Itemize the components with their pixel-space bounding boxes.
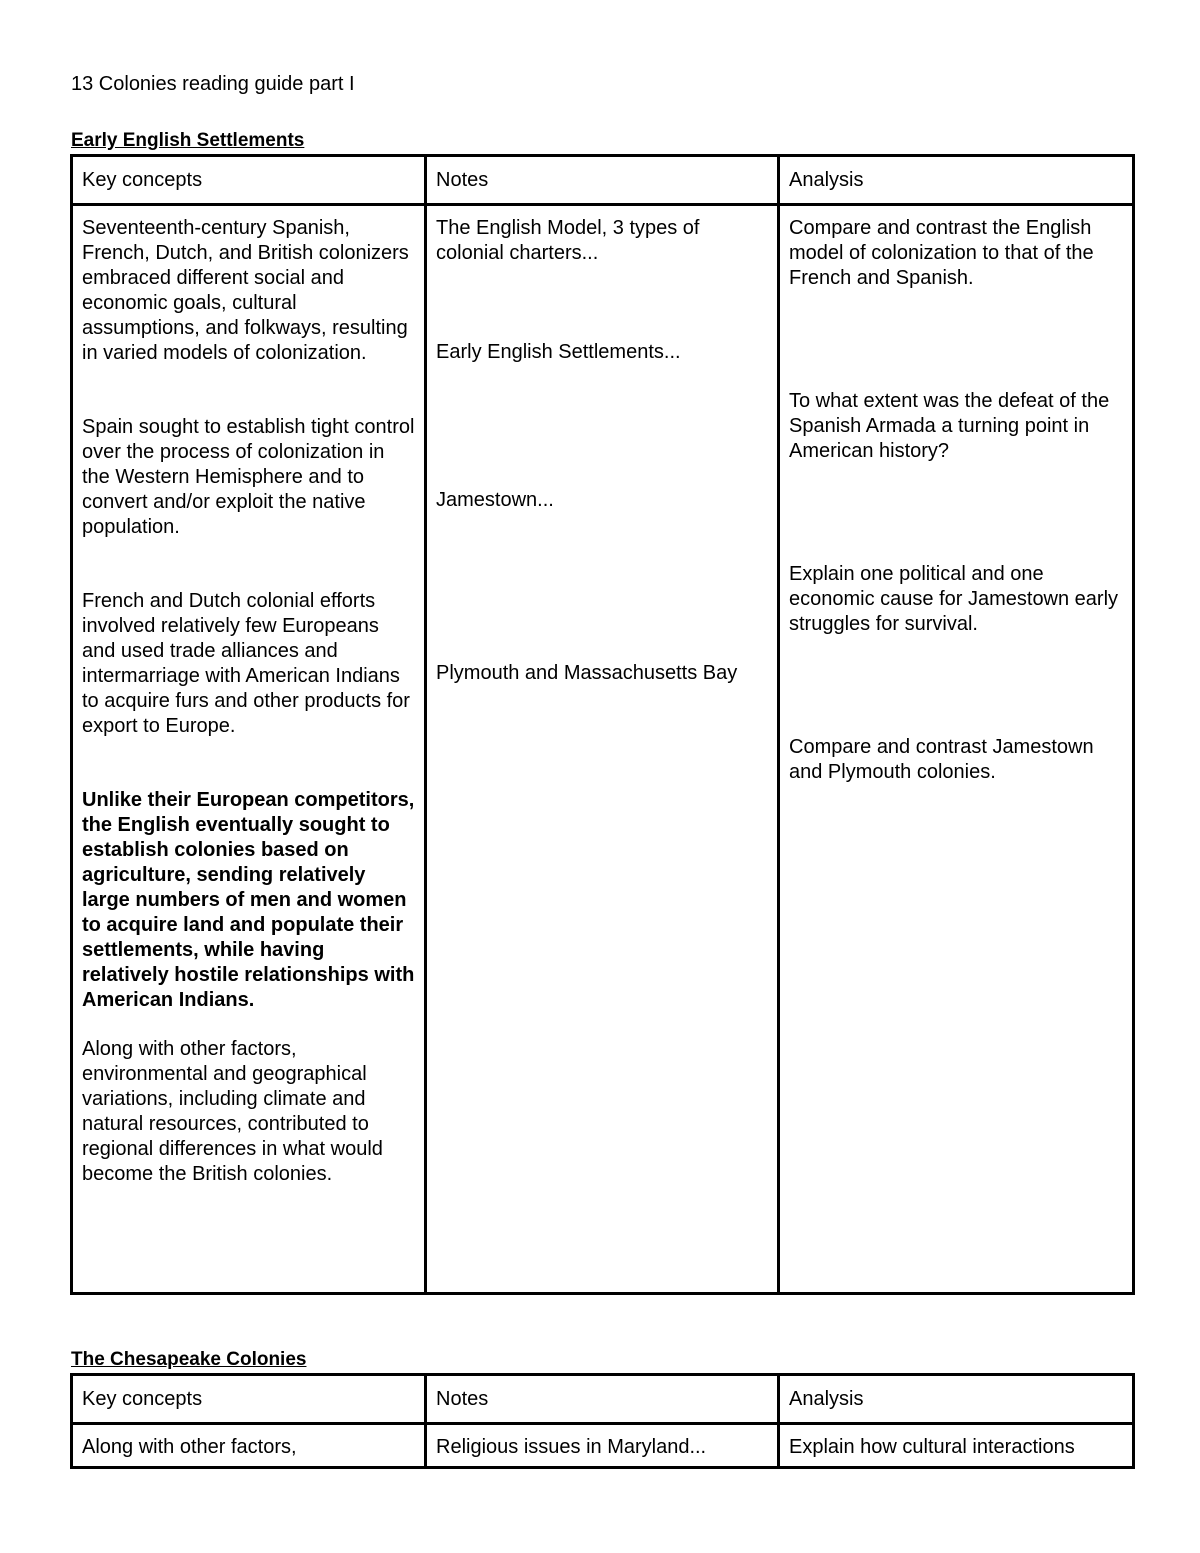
- key-concepts-cell: [72, 205, 426, 1294]
- analysis-question: To what extent was the defeat of the Spanish Armada a turning point in American history?: [789, 390, 1110, 462]
- section-heading-early-english-settlements: Early English Settlements: [71, 130, 305, 151]
- analysis-question: Compare and contrast Jamestown and Plymouth colonies.: [789, 736, 1094, 783]
- key-concept: Spain sought to establish tight control over the process of colonization in the Western Hemisphere and to convert and/or exploit the native population.: [82, 416, 415, 538]
- document-title: 13 Colonies reading guide part I: [71, 73, 355, 95]
- analysis-cell: [779, 205, 1134, 1294]
- column-header-key-concepts: Key concepts: [72, 1375, 426, 1424]
- key-concepts-cell: Along with other factors,: [72, 1424, 426, 1468]
- column-header-notes: Notes: [426, 1375, 779, 1424]
- key-concept-bold: Unlike their European competitors, the English eventually sought to establish colonies based on agriculture, sending relatively large numbers of men and women to acquire land and populate their settlements, while having relatively hostile relationships with American Indians.: [82, 789, 415, 1011]
- column-header-analysis: Analysis: [779, 1375, 1134, 1424]
- column-header-analysis: Analysis: [779, 156, 1134, 205]
- key-concept: Seventeenth-century Spanish, French, Dutch, and British colonizers embraced different social and economic goals, cultural assumptions, and folkways, resulting in varied models of colonization.: [82, 217, 409, 364]
- analysis-question: Explain one political and one economic cause for Jamestown early struggles for survival.: [789, 563, 1119, 635]
- column-header-key-concepts: Key concepts: [72, 156, 426, 205]
- note-item: Plymouth and Massachusetts Bay: [436, 662, 738, 684]
- table-header-row: [72, 1375, 1134, 1424]
- key-concept: French and Dutch colonial efforts involved relatively few Europeans and used trade alliances and intermarriage with American Indians to acquire furs and other products for export to Europe.: [82, 590, 410, 737]
- key-concept: Along with other factors, environmental and geographical variations, including climate and natural resources, contributed to regional differences in what would become the British colonies.: [82, 1038, 383, 1185]
- column-header-notes: Notes: [426, 156, 779, 205]
- notes-cell: Religious issues in Maryland...: [426, 1424, 779, 1468]
- table-header-row: [72, 156, 1134, 205]
- notes-cell: [426, 205, 779, 1294]
- section-heading-chesapeake-colonies: The Chesapeake Colonies: [71, 1349, 307, 1370]
- analysis-question: Compare and contrast the English model of colonization to that of the French and Spanish.: [789, 217, 1094, 289]
- analysis-cell: Explain how cultural interactions: [779, 1424, 1134, 1468]
- note-item: Jamestown...: [436, 489, 554, 511]
- note-item: The English Model, 3 types of colonial charters...: [436, 217, 700, 264]
- early-english-settlements-table: [70, 154, 1135, 1295]
- table-row: [72, 205, 1134, 1294]
- table-row: [72, 1424, 1134, 1468]
- note-item: Early English Settlements...: [436, 341, 681, 363]
- chesapeake-colonies-table: [70, 1373, 1135, 1469]
